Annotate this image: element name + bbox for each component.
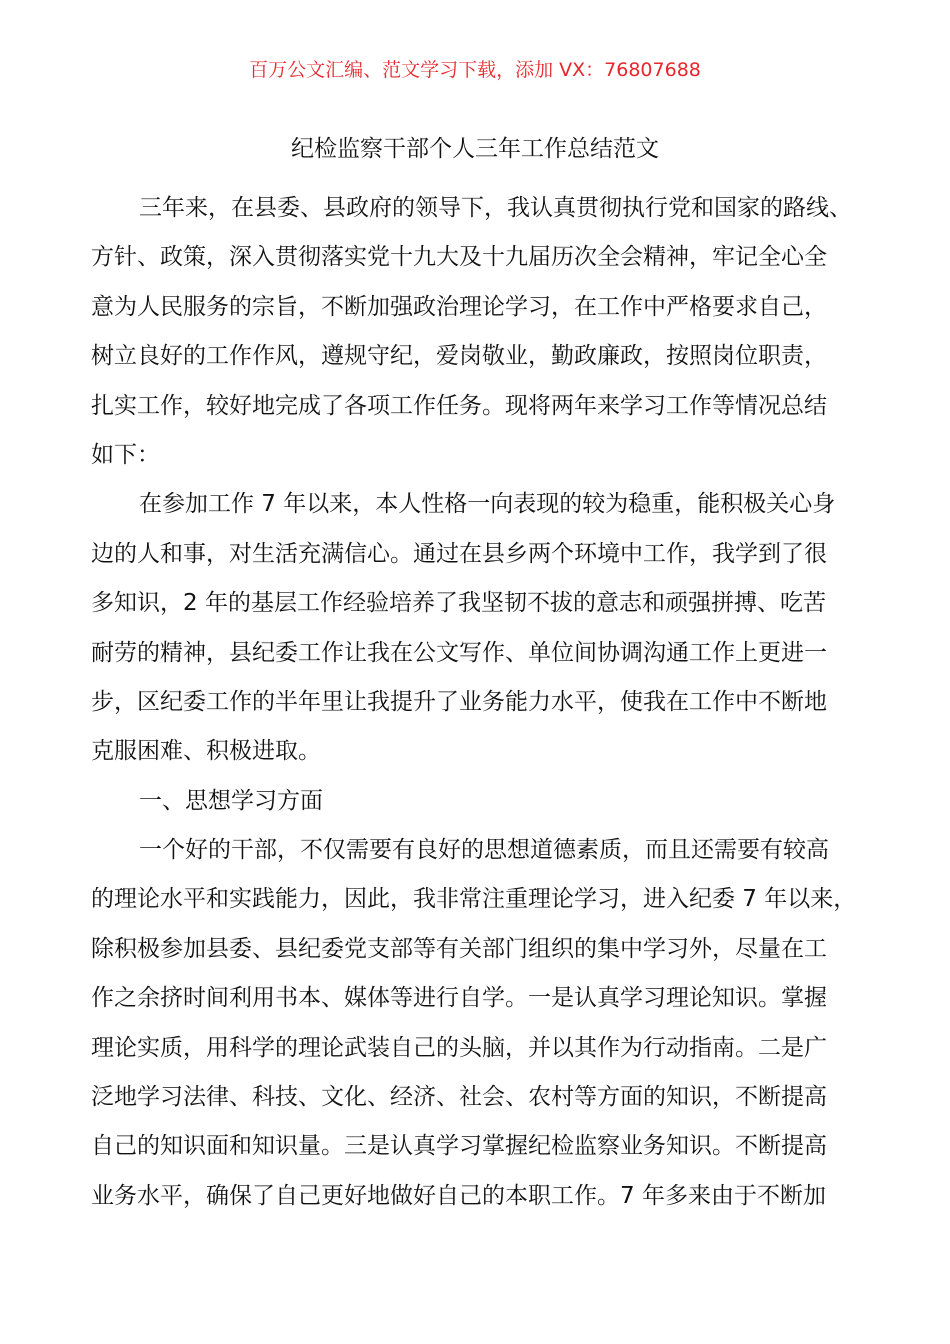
document-body (91, 184, 891, 1221)
text-line: 作之余挤时间利用书本、媒体等进行自学。一是认真学习理论知识。掌握 (91, 985, 827, 1012)
text-line: 扎实工作，较好地完成了各项工作任务。现将两年来学习工作等情况总结 (91, 392, 827, 419)
text-line: 泛地学习法律、科技、文化、经济、社会、农村等方面的知识，不断提高 (91, 1084, 827, 1111)
text-line: 三年来，在县委、县政府的领导下，我认真贯彻执行党和国家的路线、 (139, 195, 852, 221)
text-line: 边的人和事，对生活充满信心。通过在县乡两个环境中工作，我学到了很 (91, 540, 827, 567)
watermark-header: 百万公文汇编、范文学习下载，添加 VX：76807688 (249, 59, 701, 81)
text-line: 克服困难、积极进取。 (91, 738, 321, 765)
text-line: 理论实质，用科学的理论武装自己的头脑，并以其作为行动指南。二是广 (91, 1034, 827, 1061)
paragraph (91, 480, 891, 776)
text-line: 方针、政策，深入贯彻落实党十九大及十九届历次全会精神，牢记全心全 (91, 244, 827, 271)
section-heading (91, 777, 891, 826)
text-line: 的理论水平和实践能力，因此，我非常注重理论学习，进入纪委 7 年以来， (91, 886, 857, 913)
text-line: 步，区纪委工作的半年里让我提升了业务能力水平，使我在工作中不断地 (91, 688, 827, 715)
text-line: 耐劳的精神，县纪委工作让我在公文写作、单位间协调沟通工作上更进一 (91, 639, 827, 666)
document-title: 纪检监察干部个人三年工作总结范文 (291, 136, 659, 162)
text-line: 除积极参加县委、县纪委党支部等有关部门组织的集中学习外，尽量在工 (91, 935, 827, 962)
text-line: 意为人民服务的宗旨，不断加强政治理论学习，在工作中严格要求自己， (91, 293, 827, 320)
text-line: 多知识，2 年的基层工作经验培养了我坚韧不拔的意志和顽强拼搏、吃苦 (91, 590, 826, 617)
paragraph (91, 184, 891, 480)
text-line: 自己的知识面和知识量。三是认真学习掌握纪检监察业务知识。不断提高 (91, 1133, 827, 1160)
text-line: 在参加工作 7 年以来，本人性格一向表现的较为稳重，能积极关心身 (139, 491, 836, 518)
text-line: 如下： (91, 441, 160, 468)
text-line: 一、思想学习方面 (139, 787, 323, 814)
paragraph (91, 826, 891, 1221)
text-line: 树立良好的工作作风，遵规守纪，爱岗敬业，勤政廉政，按照岗位职责， (91, 343, 827, 370)
text-line: 业务水平，确保了自己更好地做好自己的本职工作。7 年多来由于不断加 (91, 1182, 826, 1209)
text-line: 一个好的干部，不仅需要有良好的思想道德素质，而且还需要有较高 (139, 837, 829, 864)
